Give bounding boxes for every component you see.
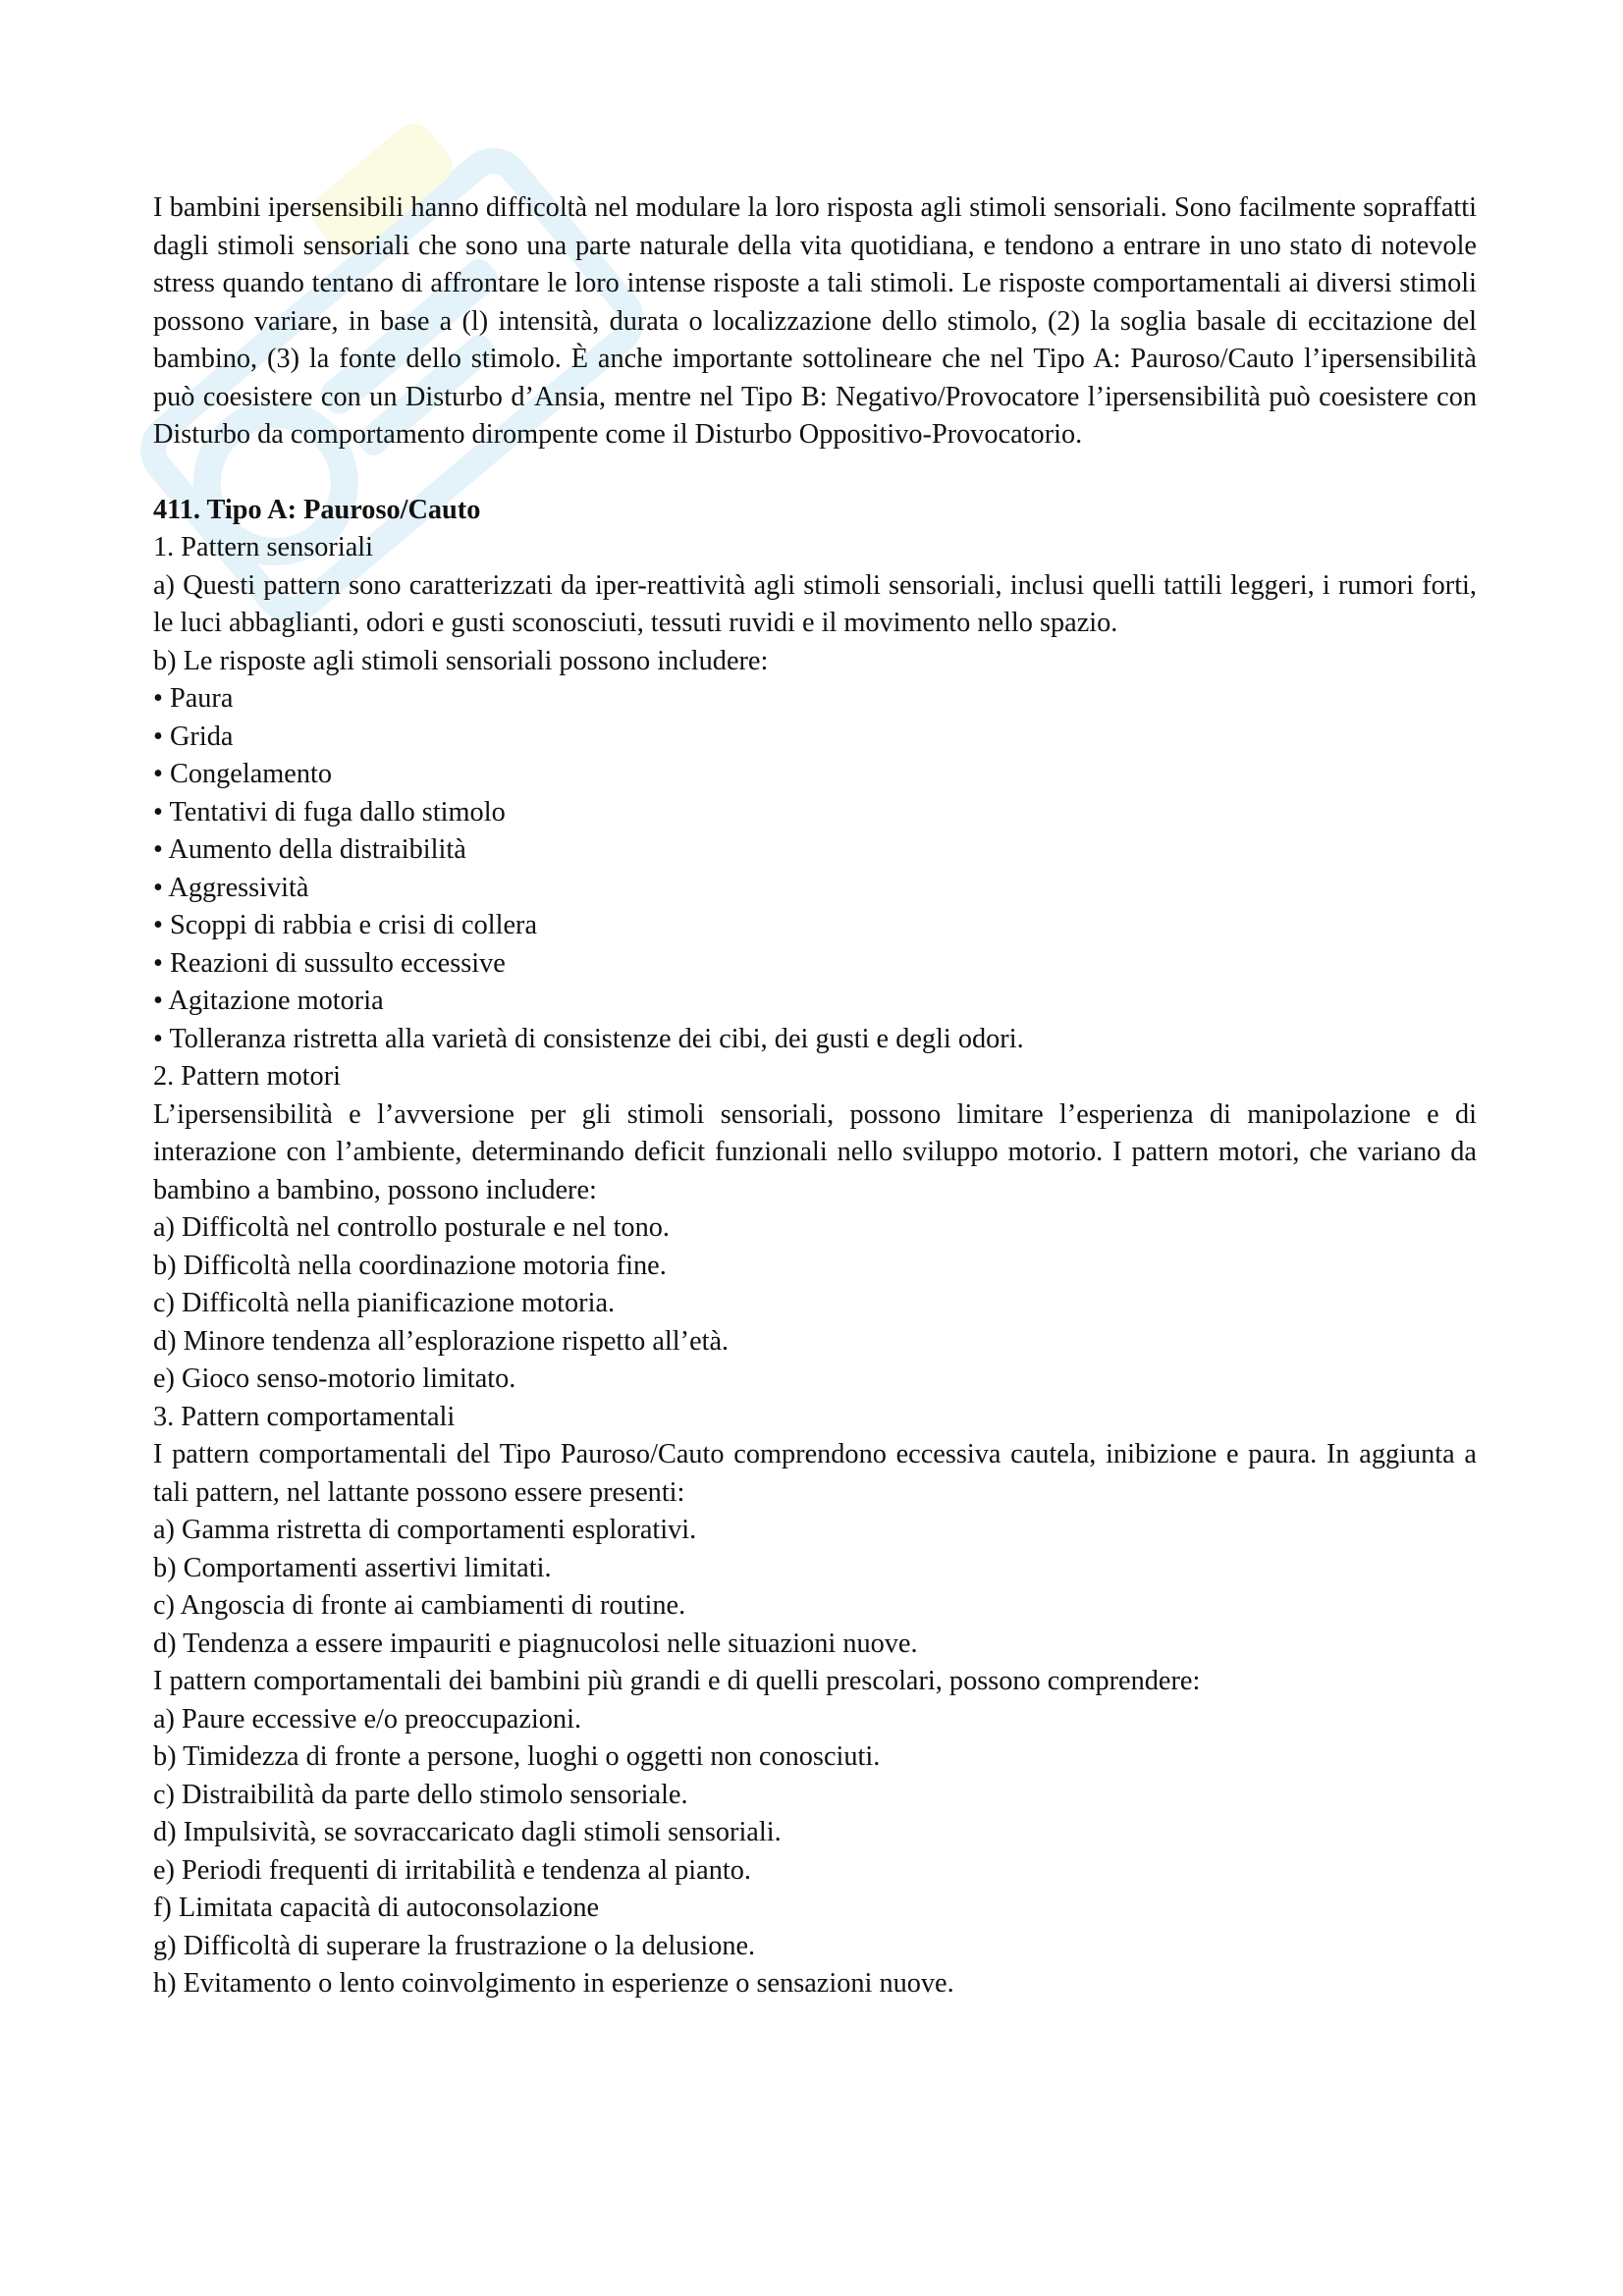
list-item: d) Impulsività, se sovraccaricato dagli stimoli sensoriali. [153,1817,782,1847]
bullet-item: • Scoppi di rabbia e crisi di collera [153,910,538,940]
motor-title: 2. Pattern motori [153,1061,341,1092]
list-item: d) Tendenza a essere impauriti e piagnucolosi nelle situazioni nuove. [153,1628,918,1659]
behavioral-older-intro: I pattern comportamentali dei bambini più grandi e di quelli prescolari, possono comprendere: [153,1666,1201,1696]
list-item: c) Difficoltà nella pianificazione motoria. [153,1288,616,1318]
list-item: f) Limitata capacità di autoconsolazione [153,1893,600,1923]
list-item: e) Gioco senso-motorio limitato. [153,1363,516,1394]
bullet-item: • Congelamento [153,759,333,789]
bullet-item: • Paura [153,683,234,714]
sensory-item-a: a) Questi pattern sono caratterizzati da iper-reattività agli stimoli sensoriali, inclusi quelli tattili leggeri, i rumori forti, le luci abbaglianti, odori e gusti sconosciuti, tessuti ruvidi e il movimento nello spazio. [153,569,1477,638]
list-item: b) Difficoltà nella coordinazione motoria fine. [153,1250,667,1281]
document-page [153,189,1477,2003]
list-item: a) Difficoltà nel controllo posturale e nel tono. [153,1212,670,1243]
bullet-item: • Aggressività [153,872,309,903]
bullet-item: • Tentativi di fuga dallo stimolo [153,796,506,828]
sensory-item-b: b) Le risposte agli stimoli sensoriali possono includere: [153,645,769,676]
bullet-item: • Tolleranza ristretta alla varietà di consistenze dei cibi, dei gusti e degli odori. [153,1023,1024,1054]
list-item: g) Difficoltà di superare la frustrazione o la delusione. [153,1930,756,1961]
list-item: d) Minore tendenza all’esplorazione rispetto all’età. [153,1325,730,1357]
bullet-item: • Aumento della distraibilità [153,834,466,865]
bullet-item: • Reazioni di sussulto eccessive [153,947,506,979]
section-heading: 411. Tipo A: Pauroso/Cauto [153,494,481,525]
list-item: c) Distraibilità da parte dello stimolo sensoriale. [153,1779,688,1810]
sensory-title: 1. Pattern sensoriali [153,532,373,562]
bullet-item: • Agitazione motoria [153,986,384,1016]
behavioral-intro: I pattern comportamentali del Tipo Pauroso/Cauto comprendono eccessiva cautela, inibizione e paura. In aggiunta a tali pattern, nel lattante possono essere presenti: [153,1439,1477,1508]
behavioral-title: 3. Pattern comportamentali [153,1401,456,1432]
list-item: b) Comportamenti assertivi limitati. [153,1552,552,1583]
motor-intro: L’ipersensibilità e l’avversione per gli stimoli sensoriali, possono limitare l’esperienza di manipolazione e di interazione con l’ambiente, determinando deficit funzionali nello sviluppo motorio. I pattern motori, che variano da bambino a bambino, possono includere: [153,1098,1477,1205]
list-item: e) Periodi frequenti di irritabilità e tendenza al pianto. [153,1854,751,1886]
intro-paragraph: I bambini ipersensibili hanno difficoltà nel modulare la loro risposta agli stimoli sensoriali. Sono facilmente sopraffatti dagli stimoli sensoriali che sono una parte naturale della vita quotidiana, e tendono a entrare in uno stato di notevole stress quando tentano di affrontare le loro intense risposte a tali stimoli. Le risposte comportamentali ai diversi stimoli possono variare, in base a (l) intensità, durata o localizzazione dello stimolo, (2) la soglia basale di eccitazione del bambino, (3) la fonte dello stimolo. È anche importante sottolineare che nel Tipo A: Pauroso/Cauto l’ipersensibilità può coesistere con un Disturbo d’Ansia, mentre nel Tipo B: Negativo/Provocatore l’ipersensibilità può coesistere con Disturbo da comportamento dirompente come il Disturbo Oppositivo-Provocatorio. [153,192,1477,450]
bullet-item: • Grida [153,721,234,752]
list-item: a) Gamma ristretta di comportamenti esplorativi. [153,1515,697,1545]
list-item: c) Angoscia di fronte ai cambiamenti di routine. [153,1590,686,1621]
list-item: h) Evitamento o lento coinvolgimento in esperienze o sensazioni nuove. [153,1968,954,1999]
list-item: a) Paure eccessive e/o preoccupazioni. [153,1703,582,1735]
list-item: b) Timidezza di fronte a persone, luoghi o oggetti non conosciuti. [153,1741,881,1772]
